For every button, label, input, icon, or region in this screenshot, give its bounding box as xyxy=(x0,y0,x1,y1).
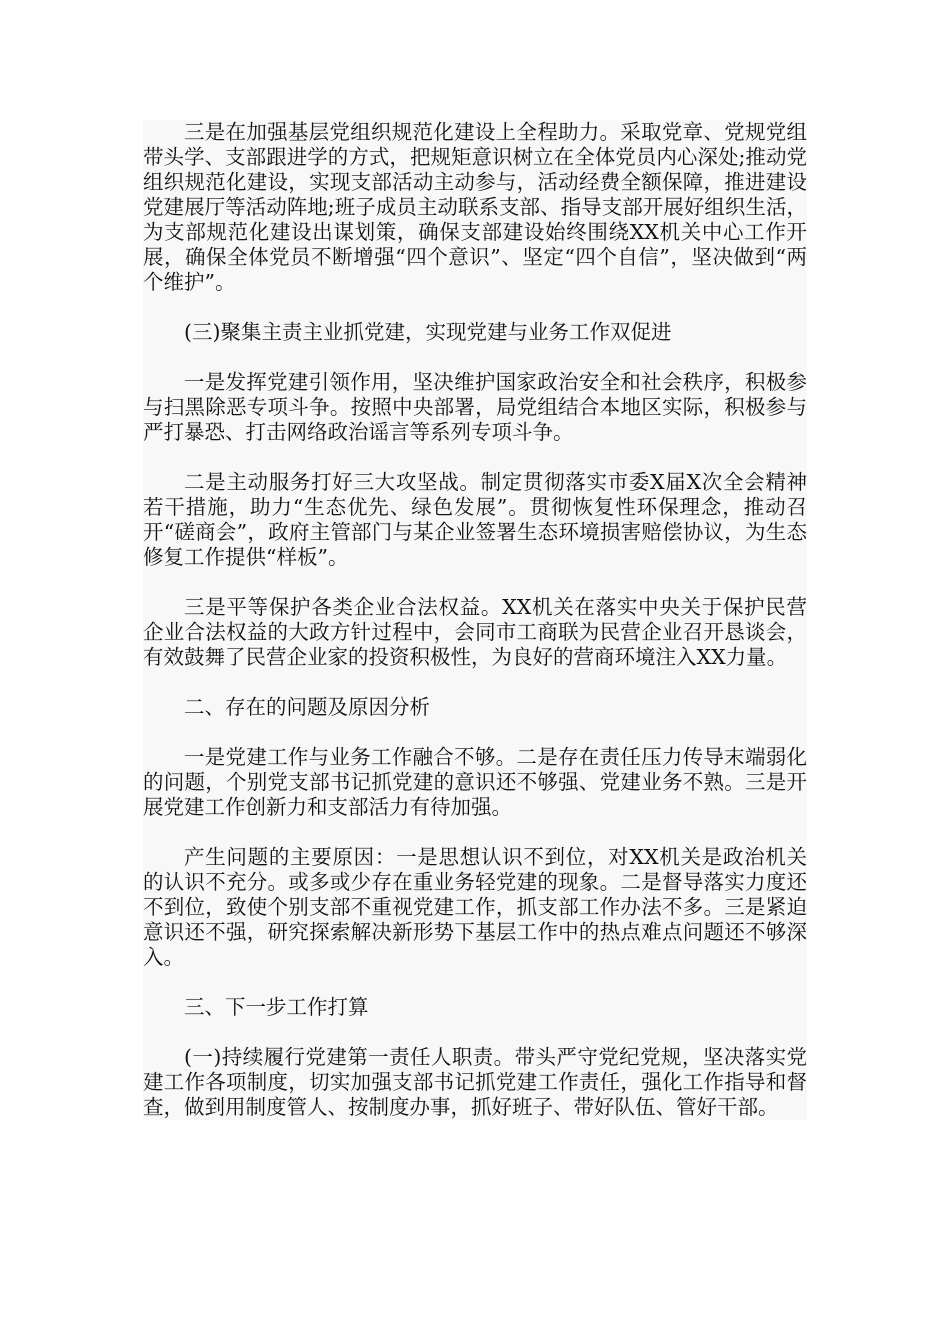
section-heading-party-business: (三)聚集主责主业抓党建，实现党建与业务工作双促进 xyxy=(184,320,672,344)
paragraph-enterprise-rights: 三是平等保护各类企业合法权益。XX机关在落实中央关于保护民营企业合法权益的大政方针过程中，会同市工商联为民营企业召开恳谈会，有效鼓舞了民营企业家的投资积极性，为良好的营商环境注入XX力量。 xyxy=(143,595,807,669)
paragraph-causes: 产生问题的主要原因：一是思想认识不到位，对XX机关是政治机关的认识不充分。或多或少存在重业务轻党建的现象。二是督导落实力度还不到位，致使个别支部不重视党建工作，抓支部工作办法不多。三是紧迫意识还不强，研究探索解决新形势下基层工作中的热点难点问题还不够深入。 xyxy=(143,845,807,969)
document-body xyxy=(143,120,807,1120)
section-heading-problems: 二、存在的问题及原因分析 xyxy=(184,695,430,719)
paragraph-problems: 一是党建工作与业务工作融合不够。二是存在责任压力传导末端弱化的问题，个别党支部书记抓党建的意识还不够强、党建业务不熟。三是开展党建工作创新力和支部活力有待加强。 xyxy=(143,745,807,819)
paragraph-party-leadership: 一是发挥党建引领作用，坚决维护国家政治安全和社会秩序，积极参与扫黑除恶专项斗争。按照中央部署，局党组结合本地区实际，积极参与严打暴恐、打击网络政治谣言等系列专项斗争。 xyxy=(143,370,807,444)
paragraph-first-responsibility: (一)持续履行党建第一责任人职责。带头严守党纪党规，坚决落实党建工作各项制度，切实加强支部书记抓党建工作责任，强化工作指导和督查，做到用制度管人、按制度办事，抓好班子、带好队伍、管好干部。 xyxy=(143,1045,807,1119)
section-heading-next-steps: 三、下一步工作打算 xyxy=(184,995,369,1019)
paragraph-grassroots-standardization: 三是在加强基层党组织规范化建设上全程助力。采取党章、党规党组带头学、支部跟进学的方式，把规矩意识树立在全体党员内心深处;推动党组织规范化建设，实现支部活动主动参与，活动经费全额保障，推进建设党建展厅等活动阵地;班子成员主动联系支部、指导支部开展好组织生活，为支部规范化建设出谋划策，确保支部建设始终围绕XX机关中心工作开展，确保全体党员不断增强“四个意识”、坚定“四个自信”，坚决做到“两个维护”。 xyxy=(143,120,807,294)
paragraph-three-battles: 二是主动服务打好三大攻坚战。制定贯彻落实市委X届X次全会精神若干措施，助力“生态优先、绿色发展”。贯彻恢复性环保理念，推动召开“磋商会”，政府主管部门与某企业签署生态环境损害赔偿协议，为生态修复工作提供“样板”。 xyxy=(143,470,807,569)
